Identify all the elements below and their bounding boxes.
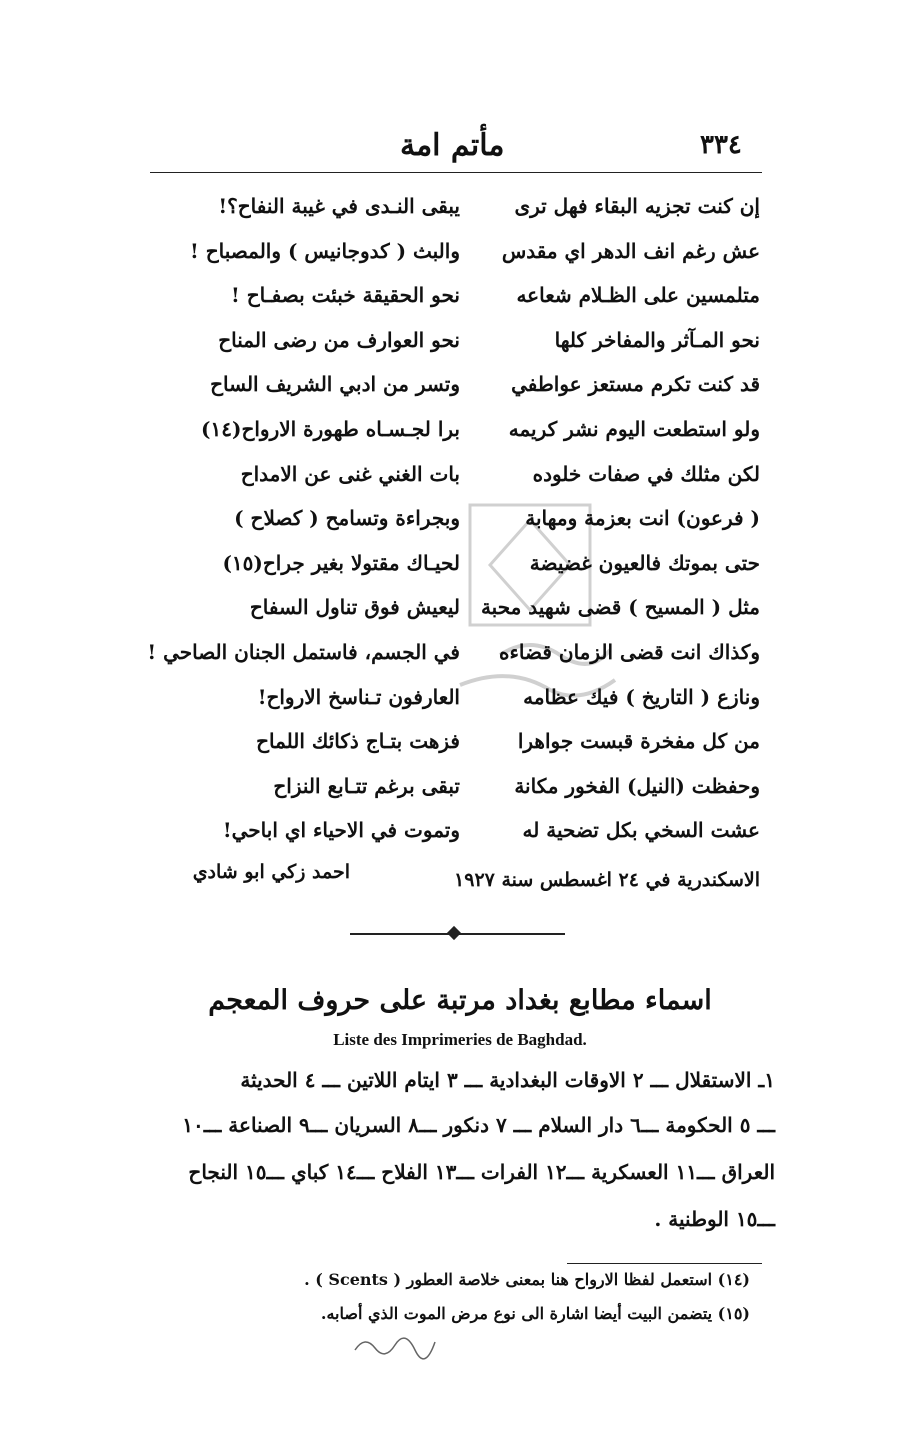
footnote: (١٥) يتضمن البيت أيضا اشارة الى نوع مرض الموت الذي أصابه. <box>320 1304 750 1323</box>
poet-name: احمد زكي ابو شادي <box>192 861 350 883</box>
verse-right-hemistich: قد كنت تكرم مستعز عواطفي <box>511 372 760 396</box>
header-rule <box>150 172 762 173</box>
library-stamp-watermark <box>440 485 620 725</box>
verse-right-hemistich: عش رغم انف الدهر اي مقدس <box>501 239 760 263</box>
page-title: مأتم امة <box>400 128 505 163</box>
press-list-line: ـــ١٥ الوطنية . <box>654 1207 775 1231</box>
verse-left-hemistich: تبقى برغم تتـابع النزاح <box>273 774 460 798</box>
verse-right-hemistich: ولو استطعت اليوم نشر كريمه <box>508 417 760 441</box>
verse-left-hemistich: وبجراءة وتسامح ( كصلاح ) <box>234 506 460 530</box>
press-list-line: العراق ـــ١١ العسكرية ـــ١٢ الفرات ـــ١٣ الفلاح ـــ١٤ كباي ـــ١٥ النجاح <box>188 1160 775 1184</box>
verse-right-hemistich: ( فرعون) انت بعزمة ومهابة <box>525 506 760 530</box>
verse-left-hemistich: العارفون تـناسخ الارواح! <box>257 685 460 709</box>
verse-left-hemistich: بات الغني غنى عن الامداح <box>240 462 460 486</box>
verse-right-hemistich: إن كنت تجزيه البقاء فهل ترى <box>514 194 760 218</box>
verse-right-hemistich: من كل مفخرة قبست جواهرا <box>517 729 760 753</box>
footnote: (١٤) استعمل لفظا الارواح هنا بمعنى خلاصة العطور ( Scents ) . <box>304 1270 750 1289</box>
verse-right-hemistich: نحو المـآثر والمفاخر كلها <box>554 328 760 352</box>
section-divider-ornament <box>447 926 461 940</box>
verse-left-hemistich: فزهت بتـاج ذكائك اللماح <box>256 729 460 753</box>
verse-right-hemistich: حتى بموتك فالعيون غضيضة <box>529 551 760 575</box>
verse-right-hemistich: عشت السخي بكل تضحية له <box>522 818 760 842</box>
page-number: ٣٣٤ <box>700 130 742 160</box>
verse-right-hemistich: متلمسين على الظـلام شعاعه <box>516 283 760 307</box>
verse-left-hemistich: وتموت في الاحياء اي اباحي! <box>222 818 460 842</box>
footnote-rule <box>567 1263 762 1264</box>
verse-right-hemistich: لكن مثلك في صفات خلوده <box>532 462 760 486</box>
verse-right-hemistich: ونازع ( التاريخ ) فيك عظامه <box>523 685 760 709</box>
verse-left-hemistich: يبقى النـدى في غيبة النفاح؟! <box>218 194 460 218</box>
ink-scribble <box>350 1330 440 1360</box>
verse-right-hemistich: مثل ( المسيح ) قضى شهيد محبة <box>480 595 760 619</box>
verse-left-hemistich: نحو العوارف من رضى المناح <box>218 328 460 352</box>
verse-left-hemistich: في الجسم، فاستمل الجنان الصاحي ! <box>147 640 460 664</box>
poem-date: الاسكندرية في ٢٤ اغسطس سنة ١٩٢٧ <box>454 869 760 891</box>
press-list-line: ١ـ الاستقلال ـــ ٢ الاوقات البغدادية ـــ ٣ ايتام اللاتين ـــ ٤ الحديثة <box>240 1068 775 1092</box>
verse-right-hemistich: وحفظت (النيل) الفخور مكانة <box>514 774 760 798</box>
verse-left-hemistich: ليعيش فوق تناول السفاح <box>249 595 460 619</box>
verse-left-hemistich: وتسر من ادبي الشريف الساح <box>210 372 460 396</box>
section-subtitle: Liste des Imprimeries de Baghdad. <box>333 1030 587 1049</box>
section-title: اسماء مطابع بغداد مرتبة على حروف المعجم <box>208 985 712 1016</box>
press-list-line: ـــ ٥ الحكومة ـــ٦ دار السلام ـــ ٧ دنكور ـــ٨ السريان ـــ٩ الصناعة ـــ١٠ <box>182 1113 775 1137</box>
verse-left-hemistich: برا لجـسـاه طهورة الارواح(١٤) <box>201 417 460 441</box>
verse-right-hemistich: وكذاك انت قضى الزمان قضاءه <box>499 640 760 664</box>
verse-left-hemistich: لحيـاك مقتولا بغير جراح(١٥) <box>222 551 460 575</box>
verse-left-hemistich: والبث ( كدوجانيس ) والمصباح ! <box>190 239 460 263</box>
verse-left-hemistich: نحو الحقيقة خبئت بصفـاح ! <box>231 283 460 307</box>
